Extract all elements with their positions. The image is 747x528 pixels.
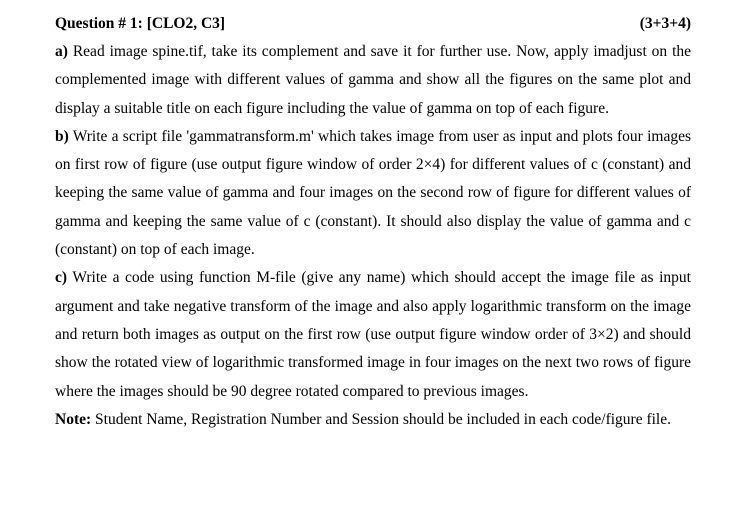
part-a (55, 38, 691, 123)
part-b-label: b) (55, 127, 69, 145)
question-document (55, 10, 691, 434)
note (55, 406, 691, 434)
part-b-text: Write a script file 'gammatransform.m' which takes image from user as input and plots four images on first row of figure (use output figure window of order 2×4) for different values of c (constant) and keeping the same value of gamma and four images on the second row of figure for different values of gamma and keeping the same value of c (constant). It should also display the value of gamma and c (constant) on top of each image. (55, 127, 691, 259)
note-text: Student Name, Registration Number and Session should be included in each code/figure file. (95, 410, 671, 428)
question-marks: (3+3+4) (639, 15, 691, 32)
part-c (55, 264, 691, 405)
part-c-label: c) (55, 269, 68, 287)
question-title: Question # 1: [CLO2, C3] (55, 15, 226, 32)
part-c-text: Write a code using function M-file (give any name) which should accept the image file as input argument and take negative transform of the image and also apply logarithmic transform on the image and return both images as output on the first row (use output figure window order of 3×2) and should show the rotated view of logarithmic transformed image in four images on the next two rows of figure where the images should be 90 degree rotated compared to previous images. (55, 269, 691, 400)
part-a-label: a) (55, 43, 68, 60)
part-b (55, 123, 691, 264)
question-header (55, 10, 691, 38)
note-label: Note: (55, 410, 92, 428)
part-a-text: Read image spine.tif, take its complement and save it for further use. Now, apply imadjust on the complemented image with different values of gamma and show all the figures on the same plot and display a suitable title on each figure including the value of gamma on top of each figure. (55, 43, 692, 117)
